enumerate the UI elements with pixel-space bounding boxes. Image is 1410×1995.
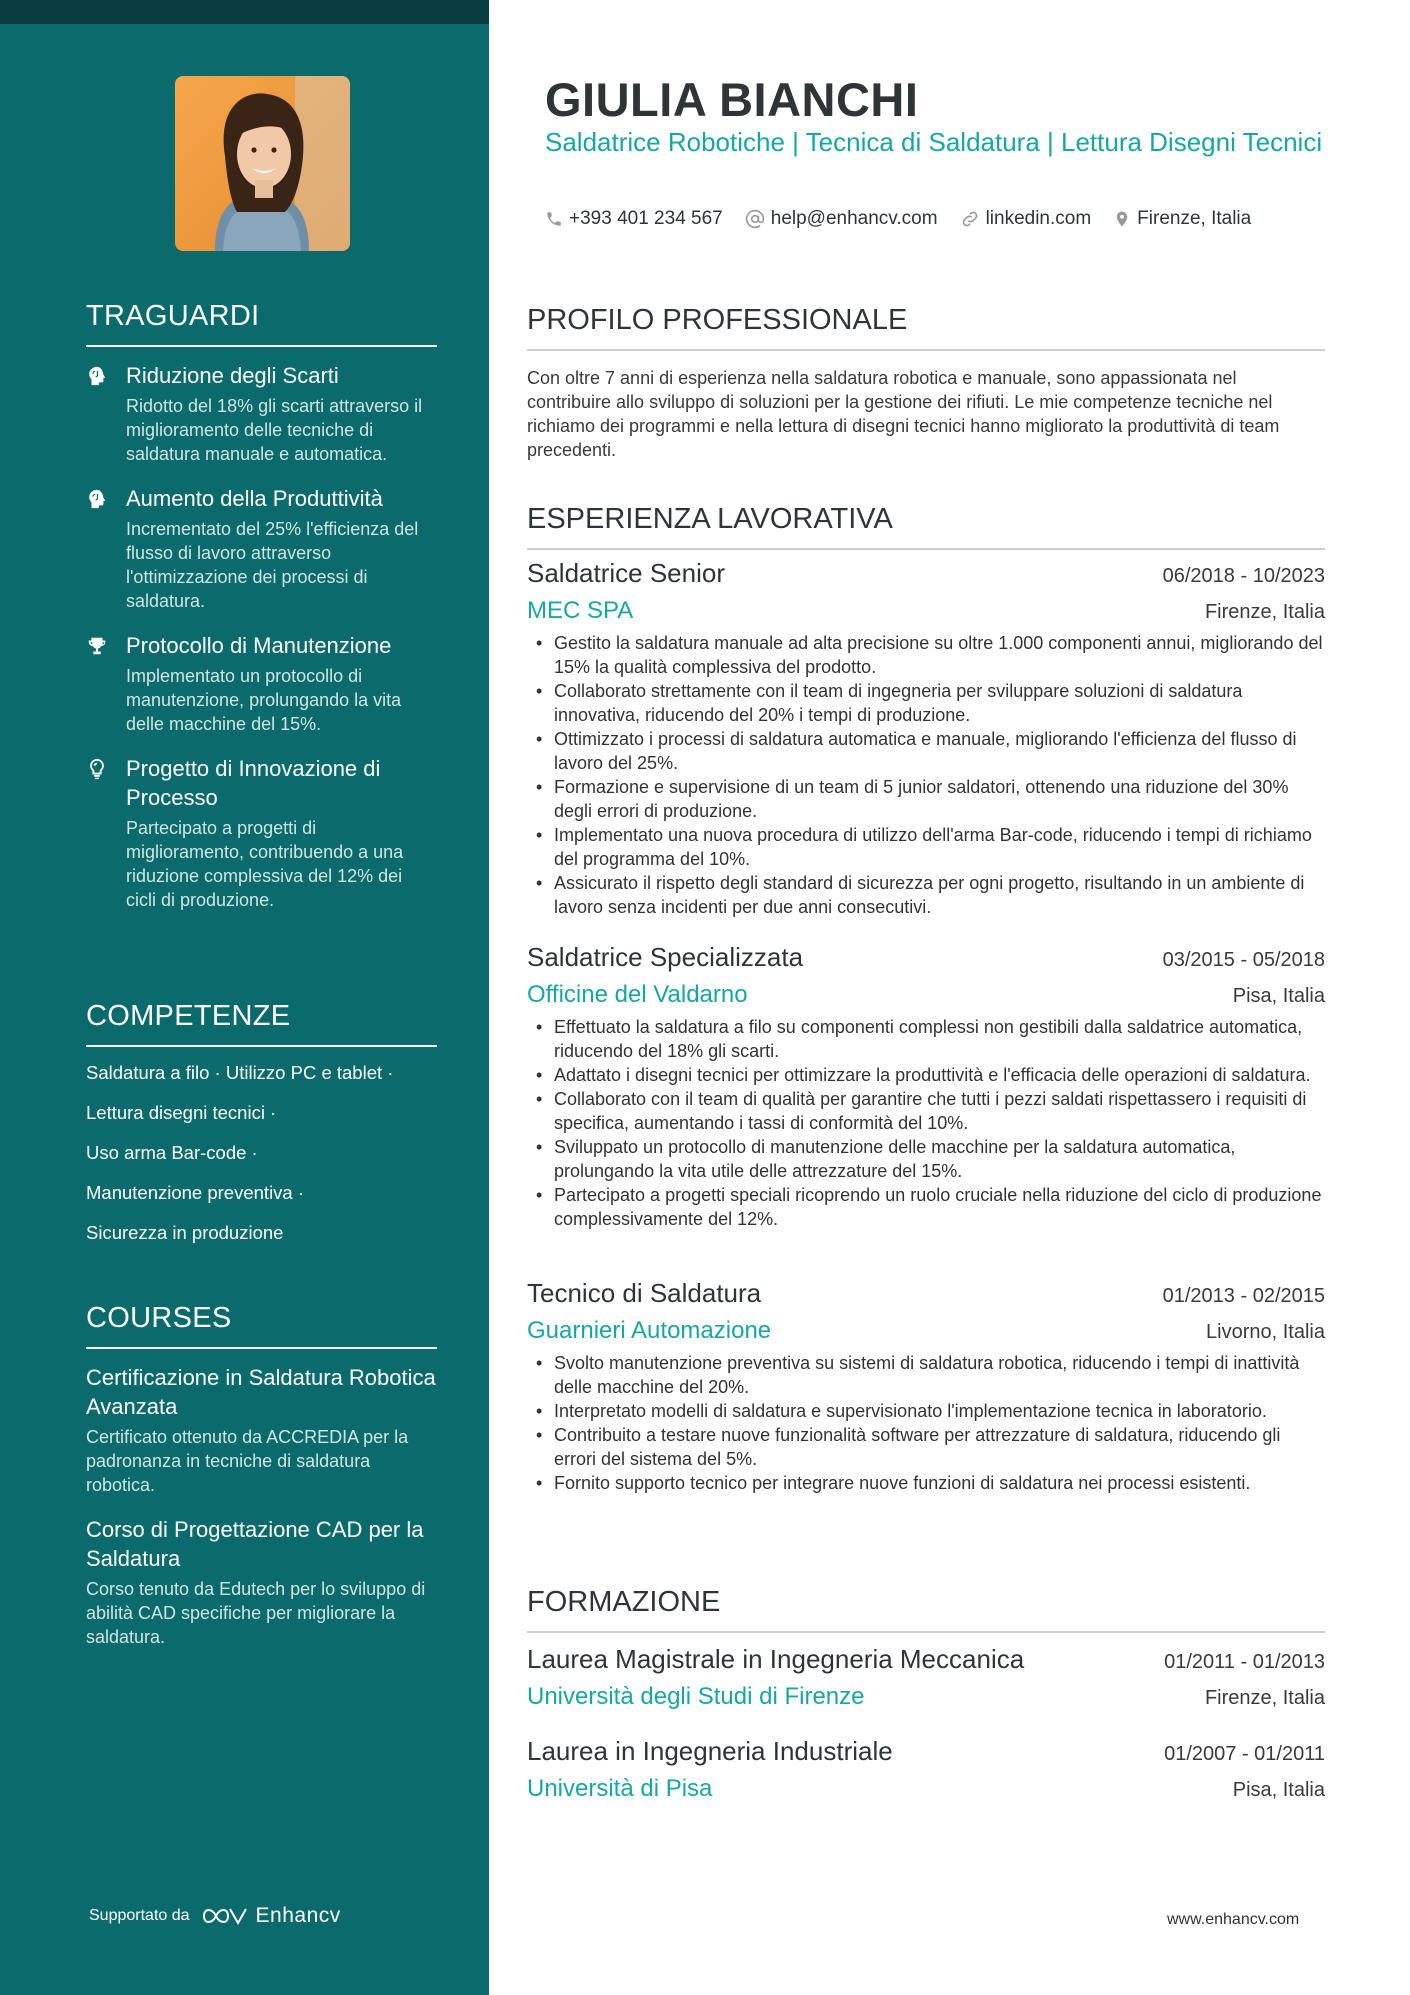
education-entry <box>527 1644 1325 1711</box>
achievements-title: TRAGUARDI <box>86 300 437 347</box>
company-name: Guarnieri Automazione <box>527 1317 772 1344</box>
education-title: FORMAZIONE <box>527 1586 1325 1633</box>
bullet-item: • Interpretato modelli di saldatura e supervisionato l'implementazione tecnica in laboratorio. <box>527 1399 1325 1423</box>
achievement-item <box>86 754 437 912</box>
achievements-section <box>86 300 437 930</box>
job-location: Pisa, Italia <box>1232 985 1325 1007</box>
summary-title: PROFILO PROFESSIONALE <box>527 304 1325 351</box>
job-entry <box>527 558 1325 919</box>
school-name: Università degli Studi di Firenze <box>527 1683 865 1710</box>
job-entry <box>527 942 1325 1231</box>
location-pin-icon <box>1113 209 1131 229</box>
skill-item: Lettura disegni tecnici · <box>86 1102 277 1123</box>
course-title: Corso di Progettazione CAD per la Saldatura <box>86 1517 424 1571</box>
achievement-title: Progetto di Innovazione di Processo <box>126 756 381 810</box>
job-dates: 03/2015 - 05/2018 <box>1162 949 1325 971</box>
sidebar <box>0 0 489 1995</box>
achievement-desc: Ridotto del 18% gli scarti attraverso il miglioramento delle tecniche di saldatura manuale e automatica. <box>126 396 423 464</box>
contact-location <box>1113 208 1251 230</box>
bullet-item: • Svolto manutenzione preventiva su sistemi di saldatura robotica, riducendo i tempi di inattività delle macchine del 20%. <box>527 1351 1325 1399</box>
bullet-item: • Collaborato strettamente con il team di ingegneria per sviluppare soluzioni di saldatura innovativa, riducendo del 20% i tempi di produzione. <box>527 679 1325 727</box>
phone-text: +393 401 234 567 <box>569 208 723 229</box>
job-title: Saldatrice Senior <box>527 558 725 588</box>
bullet-item: • Sviluppato un protocollo di manutenzione delle macchine per la saldatura automatica, prolungando la vita utile delle attrezzature del 15%. <box>527 1135 1325 1183</box>
bullet-item: • Formazione e supervisione di un team di 5 junior saldatori, ottenendo una riduzione del 30% degli errori di produzione. <box>527 775 1325 823</box>
job-title: Saldatrice Specializzata <box>527 942 804 972</box>
bullet-item: • Implementato una nuova procedura di utilizzo dell'arma Bar-code, riducendo i tempi di richiamo del programma del 10%. <box>527 823 1325 871</box>
linkedin-text: linkedin.com <box>985 208 1092 229</box>
achievement-desc: Implementato un protocollo di manutenzione, prolungando la vita delle macchine del 15%. <box>126 666 402 734</box>
link-icon <box>960 209 980 229</box>
job-dates: 01/2013 - 02/2015 <box>1162 1285 1325 1307</box>
school-name: Università di Pisa <box>527 1775 713 1802</box>
contact-email[interactable] <box>745 208 938 230</box>
job-bullets <box>527 631 1325 919</box>
skill-item: Uso arma Bar-code · <box>86 1142 258 1163</box>
job-bullets <box>527 1015 1325 1231</box>
enhancv-logo-icon <box>200 1904 250 1928</box>
courses-title: COURSES <box>86 1302 437 1349</box>
candidate-name: GIULIA BIANCHI <box>545 73 919 126</box>
company-name: Officine del Valdarno <box>527 981 748 1008</box>
skill-item: Sicurezza in produzione <box>86 1222 284 1243</box>
job-location: Firenze, Italia <box>1204 601 1325 623</box>
enhancv-brand: Enhancv <box>255 1904 341 1927</box>
achievement-title: Protocollo di Manutenzione <box>126 633 392 658</box>
course-desc: Certificato ottenuto da ACCREDIA per la padronanza in tecniche di saldatura robotica. <box>86 1427 409 1495</box>
achievement-item <box>86 631 437 736</box>
achievement-title: Riduzione degli Scarti <box>126 363 339 388</box>
achievement-item <box>86 484 437 613</box>
education-dates: 01/2011 - 01/2013 <box>1164 1651 1325 1673</box>
skill-item: Manutenzione preventiva · <box>86 1182 305 1203</box>
bullet-item: • Gestito la saldatura manuale ad alta precisione su oltre 1.000 componenti annui, migliorando del 15% la qualità complessiva del prodotto. <box>527 631 1325 679</box>
bullet-item: • Collaborato con il team di qualità per garantire che tutti i pezzi saldati rispettassero i requisiti di specifica, aumentando i tassi di conformità del 10%. <box>527 1087 1325 1135</box>
job-location: Livorno, Italia <box>1206 1321 1325 1343</box>
phone-icon <box>545 210 563 228</box>
education-location: Pisa, Italia <box>1232 1779 1325 1801</box>
bullet-item: • Fornito supporto tecnico per integrare nuove funzioni di saldatura nei processi esistenti. <box>527 1471 1325 1495</box>
bullet-item: • Contribuito a testare nuove funzionalità software per attrezzature di saldatura, riducendo gli errori del sistema del 5%. <box>527 1423 1325 1471</box>
skills-title: COMPETENZE <box>86 1000 437 1047</box>
contact-row <box>545 208 1273 230</box>
bullet-item: • Partecipato a progetti speciali ricoprendo un ruolo cruciale nella riduzione del ciclo di produzione complessivamente del 12%. <box>527 1183 1325 1231</box>
bullet-item: • Adattato i disegni tecnici per ottimizzare la produttività e l'efficacia delle operazioni di saldatura. <box>527 1063 1325 1087</box>
summary-text: Con oltre 7 anni di esperienza nella saldatura robotica e manuale, sono appassionata nel contribuire allo sviluppo di soluzioni per la gestione dei rifiuti. Le mie competenze tecniche nel richiamo dei programmi e nella lettura di disegni tecnici hanno migliorato la produttività di team precedenti. <box>527 368 1280 460</box>
bullet-item: • Effettuato la saldatura a filo su componenti complessi non gestibili dalla saldatrice automatica, riducendo del 18% gli scarti. <box>527 1015 1325 1063</box>
job-dates: 06/2018 - 10/2023 <box>1162 565 1325 587</box>
job-bullets <box>527 1351 1325 1495</box>
profile-photo <box>175 76 350 251</box>
education-location: Firenze, Italia <box>1204 1687 1325 1709</box>
job-title: Tecnico di Saldatura <box>527 1278 762 1308</box>
lightbulb-icon <box>86 754 126 912</box>
skill-item: Saldatura a filo · Utilizzo PC e tablet · <box>86 1062 394 1083</box>
achievement-item <box>86 361 437 466</box>
job-entry <box>527 1278 1325 1495</box>
education-entry <box>527 1736 1325 1803</box>
degree-title: Laurea Magistrale in Ingegneria Meccanica <box>527 1644 1025 1674</box>
company-name: MEC SPA <box>527 597 634 624</box>
brain-icon <box>86 484 126 613</box>
course-title: Certificazione in Saldatura Robotica Avanzata <box>86 1365 436 1419</box>
achievement-desc: Partecipato a progetti di miglioramento, contribuendo a una riduzione complessiva del 12% dei cicli di produzione. <box>126 818 404 910</box>
brain-icon <box>86 361 126 466</box>
experience-title: ESPERIENZA LAVORATIVA <box>527 503 1325 550</box>
bullet-item: • Ottimizzato i processi di saldatura automatica e manuale, migliorando l'efficienza del flusso di lavoro del 25%. <box>527 727 1325 775</box>
bullet-item: • Assicurato il rispetto degli standard di sicurezza per ogni progetto, risultando in un ambiente di lavoro senza incidenti per due anni consecutivi. <box>527 871 1325 919</box>
footer-url[interactable]: www.enhancv.com <box>1167 1911 1300 1928</box>
trophy-icon <box>86 631 126 736</box>
achievement-desc: Incrementato del 25% l'efficienza del flusso di lavoro attraverso l'ottimizzazione dei processi di saldatura. <box>126 519 419 611</box>
course-desc: Corso tenuto da Edutech per lo sviluppo di abilità CAD specifiche per migliorare la saldatura. <box>86 1579 426 1647</box>
courses-section <box>86 1302 437 1667</box>
degree-title: Laurea in Ingegneria Industriale <box>527 1736 893 1766</box>
achievement-title: Aumento della Produttività <box>126 486 383 511</box>
at-sign-icon <box>745 209 765 229</box>
contact-phone <box>545 208 723 230</box>
headline: Saldatrice Robotiche | Tecnica di Saldatura | Lettura Disegni Tecnici <box>545 127 1323 157</box>
sidebar-top-bar <box>0 0 489 24</box>
email-text: help@enhancv.com <box>770 208 938 229</box>
location-text: Firenze, Italia <box>1137 208 1252 229</box>
powered-by <box>89 1904 341 1928</box>
skills-section <box>86 1000 437 1261</box>
powered-by-label: Supportato da <box>89 1907 190 1924</box>
contact-linkedin[interactable] <box>960 208 1092 230</box>
education-dates: 01/2007 - 01/2011 <box>1164 1743 1325 1765</box>
